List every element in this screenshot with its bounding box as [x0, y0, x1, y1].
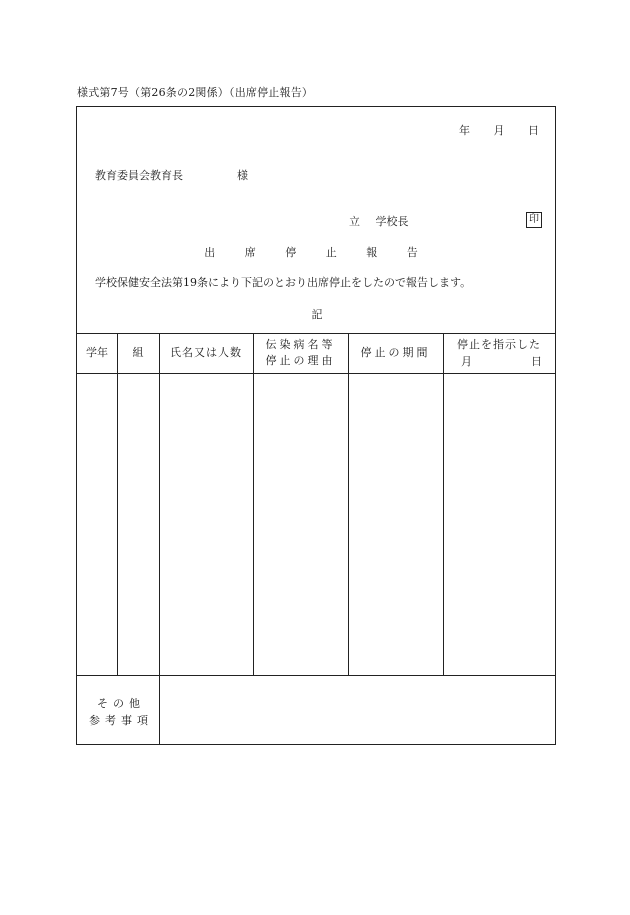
report-body-text: 学校保健安全法第19条により下記のとおり出席停止をしたので報告します。: [95, 276, 472, 289]
ki-marker: 記: [311, 308, 323, 321]
header-stop-period: 停止の期間: [360, 346, 431, 359]
header-stop-reason: 停止の理由: [265, 354, 336, 367]
addressee-suffix: 様: [237, 169, 248, 182]
table-footer-rule: [77, 675, 555, 676]
date-line: 年 月 日: [459, 124, 539, 137]
header-disease-name: 伝染病名等: [265, 338, 336, 351]
addressee: 教育委員会教育長: [95, 169, 183, 182]
column-divider: [159, 333, 160, 745]
table-top-rule: [77, 333, 555, 334]
header-day-label: 日: [531, 355, 542, 368]
report-form: [76, 106, 556, 745]
header-name-or-count: 氏名又は人数: [170, 346, 242, 359]
form-heading: 様式第7号（第26条の2関係）（出席停止報告）: [77, 86, 314, 99]
header-instructed-date: 停止を指示した: [457, 338, 541, 351]
school-principal-line: 立 学校長: [349, 215, 409, 228]
header-class: 組: [132, 346, 144, 359]
header-grade: 学年: [86, 346, 108, 359]
column-divider: [443, 333, 444, 675]
footer-reference-label: 参考事項: [89, 714, 153, 727]
column-divider: [253, 333, 254, 675]
report-title: 出 席 停 止 報 告: [204, 246, 430, 259]
column-divider: [348, 333, 349, 675]
header-month-label: 月: [461, 355, 472, 368]
column-divider: [117, 333, 118, 675]
seal-box: 印: [526, 212, 542, 228]
footer-other-label: その他: [97, 697, 145, 710]
table-header-rule: [77, 373, 555, 374]
